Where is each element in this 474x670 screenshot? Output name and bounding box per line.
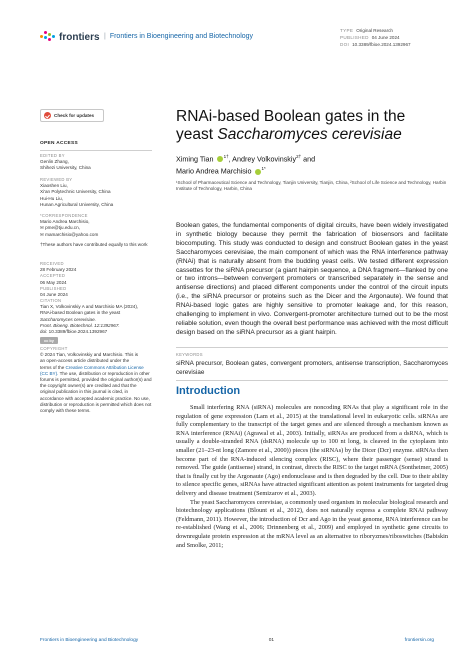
check-updates-label: Check for updates [54,113,95,118]
contribution-note: †These authors have contributed equally to this work [40,242,148,247]
dates-block [40,261,152,298]
reviewer-2-affiliation: Hunan Agricultural University, China [40,201,114,207]
citation-line: Saccharomyces cerevisiae. [40,316,96,322]
introduction-body [176,404,448,550]
copyright-text: The use, distribution or reproduction in other forums is permitted, provided the original author(s) and the copyright owner(s) are credited and that the original publication in this journal is cited, in accordance with accepted academic practice. No use, distribution or reproduction is permitted which does not comply with these terms. [40,370,152,414]
page-footer [40,638,434,643]
paragraph: Small interfering RNA (siRNA) molecules are noncoding RNAs that play a significant role in the regulation of gene expression (Lam et al., 2015) at the translational level in eukaryotic cells. siRNAs are fully complementary to the transcript of the target genes and are silenced through a mechanism known as RNA interference (RNAi) (Agrawal et al., 2003). Initially, siRNAs are produced from a dsRNA, which is usually a double-stranded RNA (dsRNA) molecule up to 100 nt long, is cleaved in the cytoplasm into smaller (21–23-nt long (Zamore et al., 2000)) pieces (the siRNAs) by the Dicer (Dcr) enzyme. siRNAs then become part of the RNA-induced silencing complex (RISC), where their passenger (sense) strand is removed. The guide (antisense) strand, in contrast, directs the RISC to the target mRNA (Sontheimer, 2005) that is finally cut by the Argonaute (Ago) endonuclease and is then degraded by the cell. Due to their ability to silence specific genes, siRNAs have attracted significant attention as potent instruments for targeted drug delivery and disease treatment (Semizarov et al., 2003). [176,404,448,497]
reviewer-1-affiliation: Xi'an Polytechnic University, China [40,189,111,195]
citation-block [40,298,152,335]
accepted-label: ACCEPTED [40,273,66,279]
journal-name-text: Frontiers in Bioengineering and Biotechnology [109,33,254,40]
received-label: RECEIVED [40,261,64,266]
doi-link[interactable]: 10.3389/fbioe.2024.1392967 [352,42,411,48]
title-species: Saccharomyces cerevisiae [217,126,402,143]
article-title [176,108,444,144]
doi-label: DOI [340,42,350,48]
copyright-text: terms of the [40,364,65,370]
type-value: Original Research [356,28,393,33]
creative-commons-icon: cc by [40,337,58,344]
footer-site-link[interactable]: frontiersin.org [404,638,434,643]
author-sup: 1* [261,166,266,172]
section-heading-introduction: Introduction [176,385,241,397]
published-date: 04 June 2024 [40,292,68,298]
copyright-label: COPYRIGHT [40,346,68,351]
keywords: siRNA precursor, Boolean gates, convergent promoters, antisense transcription, Saccharomyces cerevisiae [176,360,448,376]
citation-line: Tian X, Volkovinskiy A and Marchisio MA (2024), [40,304,139,310]
orcid-icon[interactable] [255,169,261,175]
license-link[interactable]: Creative Commons Attribution License (CC BY). [40,364,144,376]
editor-name: Genlin Zhang, [40,159,69,165]
open-access-label: OPEN ACCESS [40,141,79,146]
correspondence-block [40,213,152,238]
type-label: TYPE [340,28,354,33]
footer-journal-link[interactable]: Frontiers in Bioengineering and Biotechnology [40,638,139,643]
author-sup: 1† [223,154,229,159]
edited-by-block [40,153,152,172]
affiliations: ¹School of Pharmaceutical Science and Technology, Tianjin University, Tianjin, China, ²School of Life Science and Technology, Harbin Institute of Technology, Harbin, China [176,180,447,192]
logo-text: frontiers [59,31,100,43]
reviewer-1-name: Xiaoshen Liu, [40,183,68,189]
title-line-2: yeast [176,126,218,143]
check-for-updates-button[interactable] [40,109,104,122]
abstract: Boolean gates, the fundamental components of digital circuits, have been widely investigated in synthetic biology because they permit the fabrication of biosensors and facilitate biocomputing. This study was conducted to design and construct Boolean gates in the yeast Saccharomyces cerevisiae, the main component of which was the RNA interference pathway (RNAi) that is naturally absent from the budding yeast cells. We tested different expression cassettes for the siRNA precursor (a giant hairpin sequence, a DNA fragment—flanked by one or two introns—between convergent promoters or transcribed separately in the sense and antisense directions) and placed different components under the control of the circuit inputs (i.e., the siRNA precursor or proteins such as the Dicer and the Argonaute). We found that RNAi-based logic gates are highly sensitive to promoter leakage and, for this reason, challenging to implement in vivo. Convergent-promoter architecture turned out to be the most reliable solution, even though the overall best performance was achieved with the most difficult design based on the siRNA precursor as a giant hairpin. [176,222,448,336]
editor-affiliation: Shihezi University, China [40,165,91,171]
divider [176,380,448,381]
correspondence-email-1[interactable]: ✉ pme@tju.edu.cn, [40,225,80,231]
article-meta [340,27,411,49]
citation-line: Front. Bioeng. Biotechnol. 12:1392967. [40,322,120,328]
divider [176,347,448,348]
author-name[interactable]: , Andrey Volkovinskiy [228,154,297,164]
author-list [176,152,444,177]
published-label-side: PUBLISHED [40,285,67,291]
orcid-icon[interactable] [217,156,223,162]
divider [40,150,152,151]
reviewer-2-name: Hui-Hu Liu, [40,195,63,201]
frontiers-logo-icon [40,31,56,43]
published-value: 04 June 2024 [371,35,400,41]
correspondence-name: Mario Andrea Marchisio, [40,219,90,225]
citation-doi: doi: 10.3389/fbioe.2024.1392967 [40,329,108,335]
author-connector: and [301,154,316,164]
title-line-1: RNAi-based Boolean gates in the [176,108,406,125]
author-sup: 2† [296,154,302,159]
keywords-label: KEYWORDS [176,352,203,357]
citation-label: CITATION [40,298,62,303]
frontiers-logo[interactable] [40,31,100,43]
journal-name[interactable]: | Frontiers in Bioengineering and Biotechnology [104,33,254,40]
received-date: 28 February 2024 [40,267,77,273]
correspondence-email-2[interactable]: ✉ mamarchisio@yahoo.com [40,231,99,237]
copyright-text: © 2024 Tian, Volkovinskiy and Marchisio. This is [40,352,139,358]
author-name[interactable]: Mario Andrea Marchisio [176,166,252,176]
check-updates-icon [44,112,51,119]
edited-label: EDITED BY [40,153,65,158]
reviewed-by-block [40,177,152,208]
author-name[interactable]: Ximing Tian [176,154,214,164]
correspondence-label: *CORRESPONDENCE [40,213,88,218]
published-label: PUBLISHED [340,35,369,41]
citation-line: RNAi-based Boolean gates in the yeast [40,310,121,316]
copyright-text: an open-access article distributed under the [40,358,130,364]
reviewed-label: REVIEWED BY [40,177,73,182]
page-header [0,0,474,60]
page-number: 01 [268,638,275,643]
paragraph: The yeast Saccharomyces cerevisiae, a commonly used organism in molecular biological research and biotechnology applications (Blount et al., 2012), does not naturally express a complete RNAi pathway (Feldmann, 2011). However, the introduction of Dcr and Ago in the yeast genome, RNA interference can be re-established (Wang et al., 2006; Drinnenberg et al., 2009) and employed in synthetic gene circuits to downregulate protein expression at the mRNA level as an alternative to riboryzmes/riboswitches (Babiskin and Smolke, 2011; [176,498,448,549]
copyright-block [40,346,152,414]
accepted-date: 06 May 2024 [40,279,67,285]
